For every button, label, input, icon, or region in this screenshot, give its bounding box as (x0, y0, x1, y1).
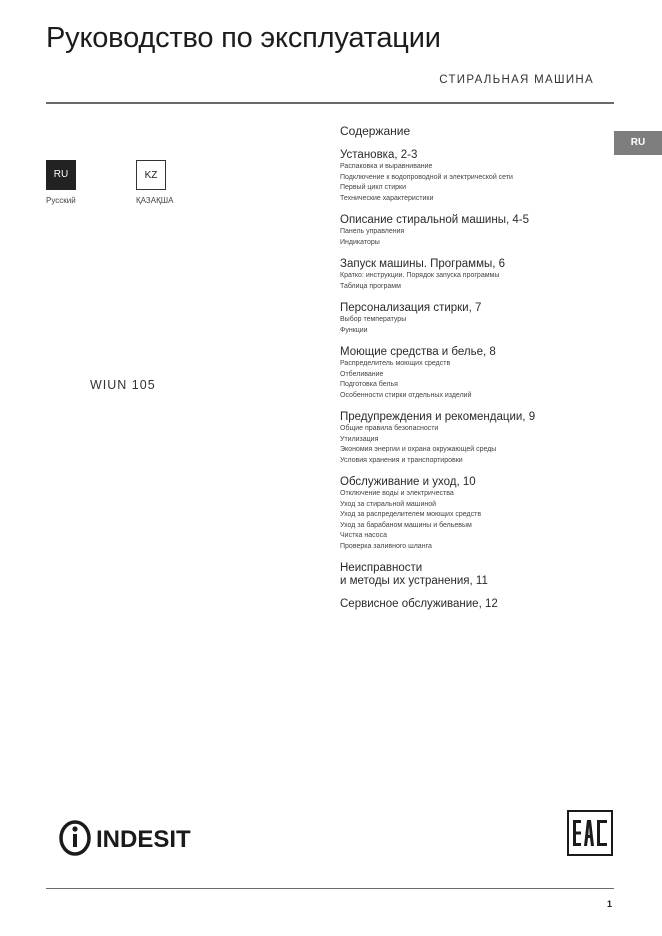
toc-item[interactable]: Экономия энергии и охрана окружающей среды (340, 446, 497, 453)
toc-item[interactable]: Панель управления (340, 228, 405, 235)
toc-section (340, 258, 615, 292)
bottom-divider (46, 888, 614, 889)
toc-item[interactable]: Уход за стиральной машиной (340, 500, 437, 508)
table-of-contents (340, 124, 615, 621)
language-badge-kz[interactable]: KZ (136, 160, 166, 190)
page-number: 1 (606, 899, 612, 909)
toc-item[interactable]: Чистка насоса (340, 532, 387, 539)
toc-section (340, 411, 615, 466)
toc-section (340, 149, 615, 204)
toc-item[interactable]: Отбеливание (340, 370, 384, 378)
toc-item[interactable]: Таблица программ (340, 282, 401, 290)
toc-section (340, 302, 615, 336)
toc-section-title[interactable]: Запуск машины. Программы, 6 (340, 258, 506, 270)
toc-sections (340, 149, 615, 611)
toc-section-title[interactable]: Обслуживание и уход, 10 (340, 476, 476, 488)
toc-section-title[interactable]: Персонализация стирки, 7 (340, 302, 482, 314)
toc-section (340, 598, 615, 611)
toc-item[interactable]: Технические характеристики (340, 194, 434, 202)
toc-item[interactable]: Особенности стирки отдельных изделий (340, 391, 472, 399)
language-label-ru: Русский (46, 196, 76, 205)
toc-item[interactable]: Распаковка и выравнивание (340, 163, 433, 170)
toc-section-title[interactable]: и методы их устранения, 11 (340, 575, 488, 587)
toc-section-title[interactable]: Сервисное обслуживание, 12 (340, 598, 498, 610)
toc-item[interactable]: Уход за распределителем моющих средств (340, 511, 482, 518)
toc-section (340, 346, 615, 401)
language-label-kz: ҚАЗАҚША (136, 196, 174, 205)
document-subtitle: СТИРАЛЬНАЯ МАШИНА (439, 74, 594, 86)
toc-item[interactable]: Первый цикл стирки (340, 184, 406, 191)
toc-item[interactable]: Общие правила безопасности (340, 425, 439, 432)
toc-item[interactable]: Проверка заливного шланга (340, 542, 432, 550)
toc-section-title[interactable]: Описание стиральной машины, 4-5 (340, 214, 529, 226)
toc-section (340, 214, 615, 248)
language-side-tab[interactable]: RU (614, 131, 662, 155)
logo-text: INDESIT (96, 826, 191, 853)
toc-item[interactable]: Условия хранения и транспортировки (340, 456, 463, 464)
toc-item[interactable]: Подключение к водопроводной и электрической сети (340, 173, 513, 181)
language-badge-ru[interactable]: RU (46, 160, 76, 190)
toc-item[interactable]: Индикаторы (340, 238, 380, 246)
toc-section (340, 476, 615, 552)
indesit-logo (58, 818, 228, 858)
eac-mark (567, 810, 613, 856)
toc-heading: Содержание (340, 124, 411, 138)
document-title: Руководство по эксплуатации (46, 22, 441, 54)
toc-item[interactable]: Отключение воды и электричества (340, 490, 454, 497)
toc-section-title[interactable]: Предупреждения и рекомендации, 9 (340, 411, 536, 423)
toc-section (340, 562, 615, 588)
toc-item[interactable]: Выбор температуры (340, 316, 407, 323)
toc-item[interactable]: Функции (340, 326, 368, 334)
toc-item[interactable]: Утилизация (340, 435, 379, 443)
top-divider (46, 102, 614, 104)
toc-item[interactable]: Кратко: инструкции. Порядок запуска программы (340, 272, 500, 279)
toc-item[interactable]: Подготовка белья (340, 381, 398, 388)
model-number: WIUN 105 (90, 378, 156, 392)
toc-section-title[interactable]: Установка, 2-3 (340, 149, 418, 161)
toc-item[interactable]: Уход за барабаном машины и бельевым (340, 521, 472, 529)
toc-section-title[interactable]: Неисправности (340, 562, 423, 574)
toc-section-title[interactable]: Моющие средства и белье, 8 (340, 346, 496, 358)
toc-item[interactable]: Распределитель моющих средств (340, 360, 451, 367)
